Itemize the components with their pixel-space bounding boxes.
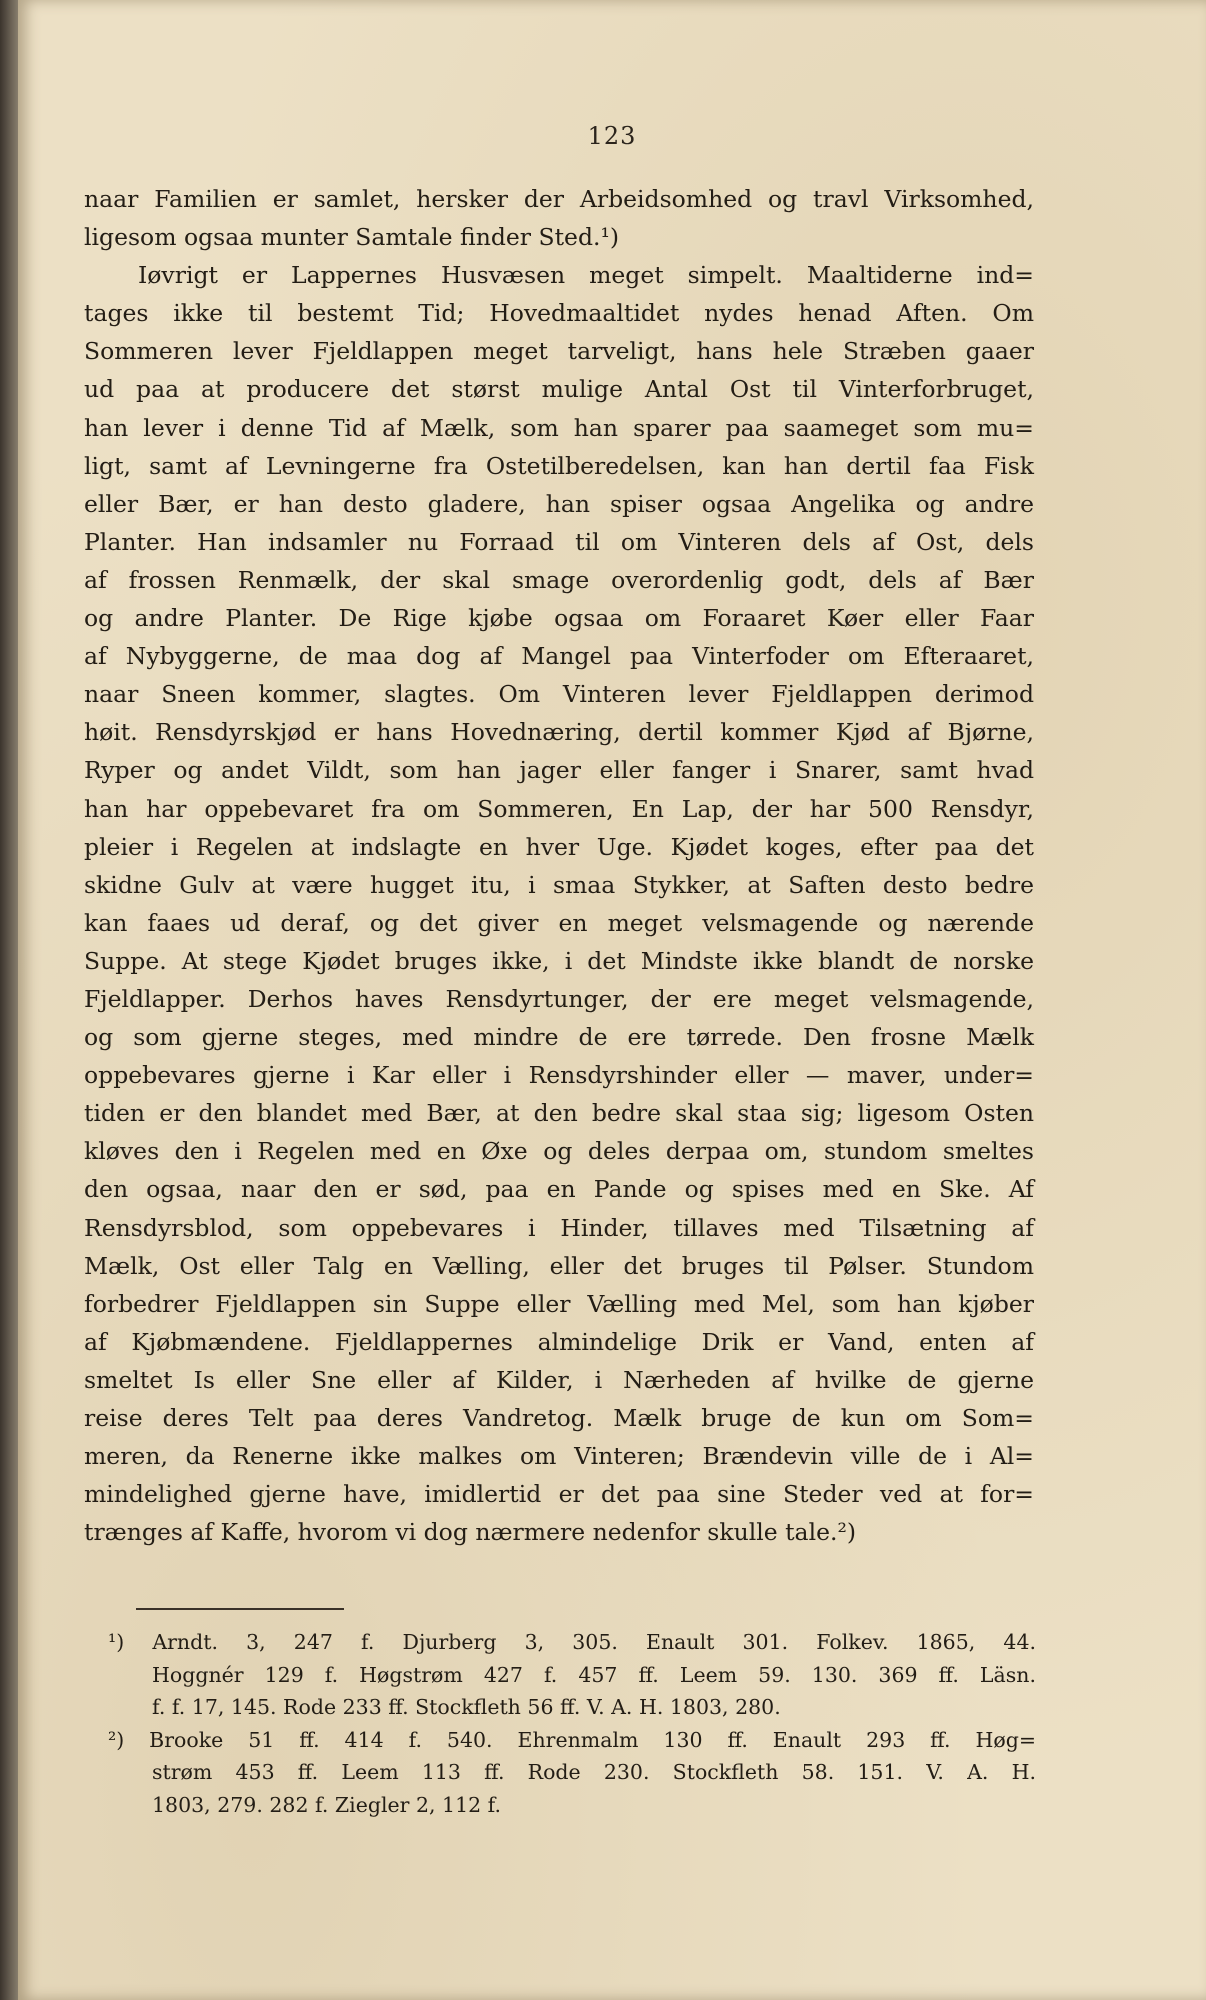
book-binding-edge bbox=[0, 0, 20, 2000]
text-line: af frossen Renmælk, der skal smage overordenlig godt, dels af Bær bbox=[84, 565, 1034, 594]
text-line: oppebevares gjerne i Kar eller i Rensdyrshinder eller — maver, under= bbox=[84, 1061, 1034, 1090]
page-number: 123 bbox=[587, 122, 637, 150]
text-line: ud paa at producere det størst mulige Antal Ost til Vinterforbruget, bbox=[84, 375, 1034, 404]
text-line: forbedrer Fjeldlappen sin Suppe eller Vælling med Mel, som han kjøber bbox=[84, 1289, 1034, 1318]
text-line: den ogsaa, naar den er sød, paa en Pande og spises med en Ske. Af bbox=[84, 1175, 1034, 1204]
text-line: Iøvrigt er Lappernes Husvæsen meget simpelt. Maaltiderne ind= bbox=[138, 261, 1034, 290]
text-line: naar Sneen kommer, slagtes. Om Vinteren lever Fjeldlappen derimod bbox=[84, 680, 1034, 709]
text-line: naar Familien er samlet, hersker der Arbeidsomhed og travl Virksomhed, bbox=[84, 185, 1034, 213]
text-line: Ryper og andet Vildt, som han jager eller fanger i Snarer, samt hvad bbox=[84, 756, 1034, 785]
text-line: af Nybyggerne, de maa dog af Mangel paa Vinterfoder om Efteraaret, bbox=[84, 642, 1034, 671]
text-line: eller Bær, er han desto gladere, han spiser ogsaa Angelika og andre bbox=[84, 489, 1034, 518]
text-line: reise deres Telt paa deres Vandretog. Mælk bruge de kun om Som= bbox=[84, 1404, 1034, 1432]
text-line: tiden er den blandet med Bær, at den bedre skal staa sig; ligesom Osten bbox=[84, 1099, 1034, 1128]
footnotes bbox=[108, 1626, 1036, 1821]
text-line: Fjeldlapper. Derhos haves Rensdyrtunger, der ere meget velsmagende, bbox=[84, 984, 1034, 1013]
text-line: ligt, samt af Levningerne fra Ostetilberedelsen, kan han dertil faa Fisk bbox=[84, 451, 1034, 480]
body-text bbox=[84, 180, 1034, 1551]
text-line: Sommeren lever Fjeldlappen meget tarveligt, hans hele Stræben gaaer bbox=[84, 337, 1034, 366]
text-line: Planter. Han indsamler nu Forraad til om Vinteren dels af Ost, dels bbox=[84, 527, 1034, 556]
footnote-line: Hoggnér 129 f. Høgstrøm 427 f. 457 ff. Leem 59. 130. 369 ff. Läsn. bbox=[152, 1662, 1036, 1687]
text-line: og andre Planter. De Rige kjøbe ogsaa om Foraaret Køer eller Faar bbox=[84, 604, 1034, 633]
text-line: skidne Gulv at være hugget itu, i smaa Stykker, at Saften desto bedre bbox=[84, 870, 1034, 899]
footnote-line: strøm 453 ff. Leem 113 ff. Rode 230. Stockfleth 58. 151. V. A. H. bbox=[152, 1760, 1036, 1784]
text-line: Suppe. At stege Kjødet bruges ikke, i det Mindste ikke blandt de norske bbox=[84, 946, 1034, 975]
text-line: kan faaes ud deraf, og det giver en meget velsmagende og nærende bbox=[84, 908, 1034, 937]
footnote-line: 1803, 279. 282 f. Ziegler 2, 112 f. bbox=[152, 1792, 502, 1817]
text-line: han har oppebevaret fra om Sommeren, En Lap, der har 500 Rensdyr, bbox=[84, 794, 1034, 823]
text-line: meren, da Renerne ikke malkes om Vinteren; Brændevin ville de i Al= bbox=[84, 1442, 1034, 1471]
text-line: af Kjøbmændene. Fjeldlappernes almindelige Drik er Vand, enten af bbox=[84, 1327, 1034, 1356]
text-line: kløves den i Regelen med en Øxe og deles derpaa om, stundom smeltes bbox=[84, 1137, 1034, 1166]
footnote-line: f. f. 17, 145. Rode 233 ff. Stockfleth 56 ff. V. A. H. 1803, 280. bbox=[152, 1695, 781, 1719]
text-line: pleier i Regelen at indslagte en hver Uge. Kjødet koges, efter paa det bbox=[84, 832, 1034, 861]
footnote-divider bbox=[136, 1608, 344, 1610]
text-line: han lever i denne Tid af Mælk, som han sparer paa saameget som mu= bbox=[84, 413, 1034, 442]
text-line: Mælk, Ost eller Talg en Vælling, eller det bruges til Pølser. Stundom bbox=[84, 1251, 1034, 1280]
text-line: ligesom ogsaa munter Samtale finder Sted.¹) bbox=[84, 223, 620, 252]
text-line: høit. Rensdyrskjød er hans Hovednæring, dertil kommer Kjød af Bjørne, bbox=[84, 718, 1034, 747]
text-line: smeltet Is eller Sne eller af Kilder, i Nærheden af hvilke de gjerne bbox=[84, 1365, 1034, 1394]
footnote-line: ²) Brooke 51 ff. 414 f. 540. Ehrenmalm 130 ff. Enault 293 ff. Høg= bbox=[108, 1727, 1036, 1752]
text-line: tages ikke til bestemt Tid; Hovedmaaltidet nydes henad Aften. Om bbox=[84, 299, 1034, 328]
text-line: Rensdyrsblod, som oppebevares i Hinder, tillaves med Tilsætning af bbox=[84, 1213, 1034, 1242]
text-line: mindelighed gjerne have, imidlertid er det paa sine Steder ved at for= bbox=[84, 1480, 1034, 1509]
text-line: trænges af Kaffe, hvorom vi dog nærmere nedenfor skulle tale.²) bbox=[84, 1518, 857, 1547]
text-line: og som gjerne steges, med mindre de ere tørrede. Den frosne Mælk bbox=[84, 1023, 1034, 1052]
footnote-line: ¹) Arndt. 3, 247 f. Djurberg 3, 305. Enault 301. Folkev. 1865, 44. bbox=[108, 1630, 1036, 1654]
